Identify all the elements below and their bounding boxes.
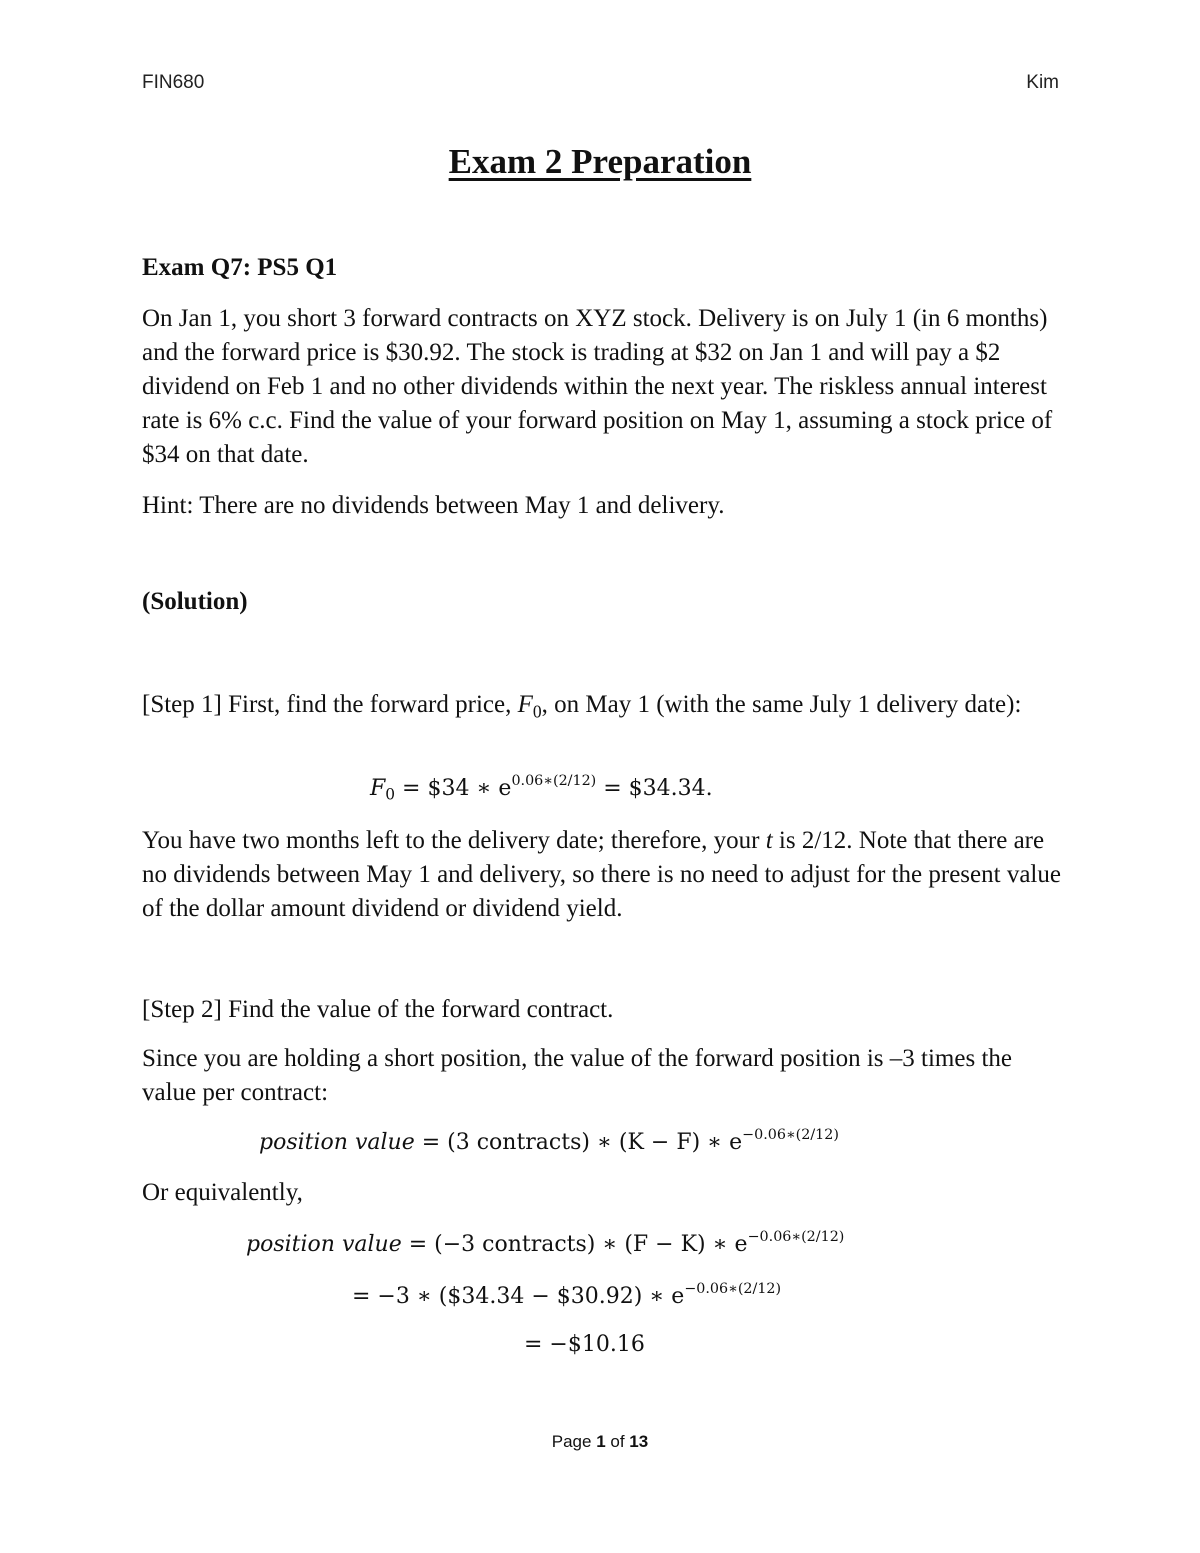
eq1-lhs-sub: 0 xyxy=(385,785,396,804)
eq1-mid: = $34 ∗ e xyxy=(395,776,512,801)
step1-text xyxy=(142,688,1062,728)
eq4-body: = −3 ∗ ($34.34 − $30.92) ∗ e xyxy=(352,1284,685,1309)
eq4-exponent: −0.06∗(2/12) xyxy=(684,1281,782,1297)
step2-text: Since you are holding a short position, the value of the forward position is –3 times the value per contract: xyxy=(142,1045,1012,1106)
question-text: On Jan 1, you short 3 forward contracts on XYZ stock. Delivery is on July 1 (in 6 months) and the forward price is $30.92. The stock is trading at $32 on Jan 1 and will pay a $2 dividend on Feb 1 and no other dividends within the next year. The riskless annual interest rate is 6% c.c. Find the value of your forward position on May 1, assuming a stock price of $34 on that date. xyxy=(142,305,1053,468)
footer-page: 1 xyxy=(596,1432,606,1451)
header-course: FIN680 xyxy=(142,72,205,93)
page-number xyxy=(0,1432,1200,1452)
page-title: Exam 2 Preparation xyxy=(448,142,752,181)
step2-heading: [Step 2] Find the value of the forward contract. xyxy=(142,996,614,1023)
step1-note xyxy=(142,824,1062,926)
eq2-lhs: position value xyxy=(259,1130,415,1155)
eq5-body: = −$10.16 xyxy=(524,1332,645,1357)
step1-note-b: is 2/12. Note that there are no dividends between May 1 and delivery, so there is no need to adjust for the present value of the dollar amount dividend or dividend yield. xyxy=(142,827,1061,922)
step1-note-a: You have two months left to the delivery date; therefore, your xyxy=(142,827,766,854)
eq3-rhs: = (−3 contracts) ∗ (F − K) ∗ e xyxy=(401,1232,748,1257)
question-hint: Hint: There are no dividends between May 1 and delivery. xyxy=(142,492,725,519)
step1-note-t: t xyxy=(765,827,773,854)
eq3-lhs: position value xyxy=(246,1232,402,1257)
step1-var-sub: 0 xyxy=(532,701,542,722)
eq2-exponent: −0.06∗(2/12) xyxy=(742,1127,839,1143)
eq1-exponent: 0.06∗(2/12) xyxy=(511,773,597,789)
footer-total: 13 xyxy=(629,1432,649,1451)
eq1-rhs: = $34.34. xyxy=(596,776,713,801)
footer-of: of xyxy=(605,1432,630,1451)
or-equivalently: Or equivalently, xyxy=(142,1179,303,1206)
eq1-lhs: F xyxy=(370,776,386,801)
header-author: Kim xyxy=(1026,72,1059,93)
step1-var: F xyxy=(517,691,533,718)
eq2-rhs: = (3 contracts) ∗ (K − F) ∗ e xyxy=(414,1130,743,1155)
question-heading: Exam Q7: PS5 Q1 xyxy=(142,254,338,281)
solution-heading: (Solution) xyxy=(142,588,248,615)
step1-text-b: , on May 1 (with the same July 1 delivery date): xyxy=(541,691,1022,718)
step1-text-a: [Step 1] First, find the forward price, xyxy=(142,691,518,718)
eq3-exponent: −0.06∗(2/12) xyxy=(747,1229,845,1245)
footer-prefix: Page xyxy=(551,1432,597,1451)
